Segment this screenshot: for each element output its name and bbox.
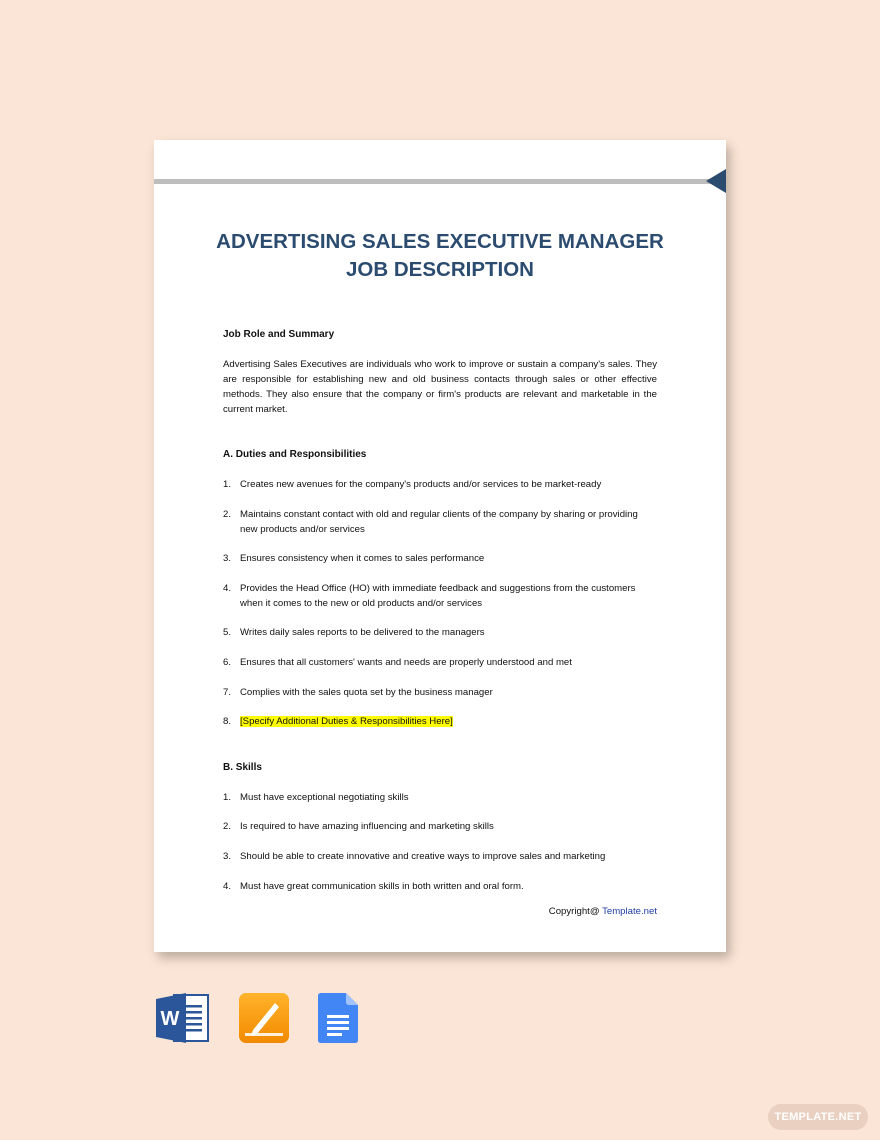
duty-number: 6. [223, 657, 232, 668]
duty-item [223, 477, 657, 492]
summary-heading: Job Role and Summary [223, 329, 335, 340]
google-docs-icon[interactable] [318, 993, 358, 1048]
copyright-link[interactable]: Template.net [602, 906, 657, 917]
duty-number: 4. [223, 583, 232, 594]
skill-text: Must have exceptional negotiating skills [240, 792, 409, 803]
skill-number: 3. [223, 851, 232, 862]
document-title [154, 228, 726, 284]
duty-text: Ensures that all customers' wants and needs are properly understood and met [240, 657, 572, 668]
duty-item [223, 655, 657, 670]
copyright-prefix: Copyright@ [548, 906, 603, 917]
skill-item [223, 790, 657, 805]
duty-number: 3. [223, 553, 232, 564]
duty-number: 8. [223, 716, 232, 727]
duty-number: 2. [223, 509, 232, 520]
duty-item [223, 625, 657, 640]
skill-number: 4. [223, 881, 232, 892]
duty-text: Writes daily sales reports to be delivered to the managers [240, 627, 485, 638]
skill-item [223, 849, 657, 864]
skill-number: 2. [223, 821, 232, 832]
document-page [154, 140, 726, 952]
duty-text: Complies with the sales quota set by the business manager [240, 687, 493, 698]
header-rule [154, 179, 712, 184]
copyright-line [549, 906, 657, 917]
skill-text: Is required to have amazing influencing and marketing skills [240, 821, 494, 832]
duty-text: Provides the Head Office (HO) with immediate feedback and suggestions from the customers when it comes to the new or old products and/or services [240, 583, 636, 609]
skill-number: 1. [223, 792, 232, 803]
duty-number: 1. [223, 479, 232, 490]
duty-item [223, 581, 657, 611]
ribbon-tab-icon [706, 169, 726, 193]
duty-text: Maintains constant contact with old and regular clients of the company by sharing or providing new products and/or services [240, 509, 638, 535]
template-net-badge[interactable]: TEMPLATE.NET [768, 1104, 868, 1130]
placeholder-highlight[interactable]: [Specify Additional Duties & Responsibilities Here] [240, 716, 453, 727]
summary-paragraph: Advertising Sales Executives are individuals who work to improve or sustain a company's sales. They are responsible for establishing new and old business contacts through sales or other effective methods. They also ensure that the company or firm's products are relevant and marketable in the current market. [223, 359, 657, 415]
skill-item [223, 819, 657, 834]
title-line-1: ADVERTISING SALES EXECUTIVE MANAGER [216, 230, 664, 253]
title-line-2: JOB DESCRIPTION [346, 258, 534, 281]
duty-text: Ensures consistency when it comes to sales performance [240, 553, 485, 564]
duties-heading: A. Duties and Responsibilities [223, 449, 367, 460]
duty-item-placeholder [223, 714, 657, 729]
duty-number: 7. [223, 687, 232, 698]
duty-item [223, 551, 657, 566]
duty-number: 5. [223, 627, 232, 638]
duty-text: Creates new avenues for the company's products and/or services to be market-ready [240, 479, 602, 490]
apple-pages-icon[interactable] [239, 993, 289, 1048]
microsoft-word-icon[interactable] [156, 993, 210, 1048]
skill-text: Must have great communication skills in both written and oral form. [240, 881, 524, 892]
word-letter: W [160, 1008, 180, 1030]
skills-heading: B. Skills [223, 762, 262, 773]
skill-item [223, 879, 657, 894]
duty-item [223, 685, 657, 700]
skill-text: Should be able to create innovative and creative ways to improve sales and marketing [240, 851, 606, 862]
duty-item [223, 507, 657, 537]
